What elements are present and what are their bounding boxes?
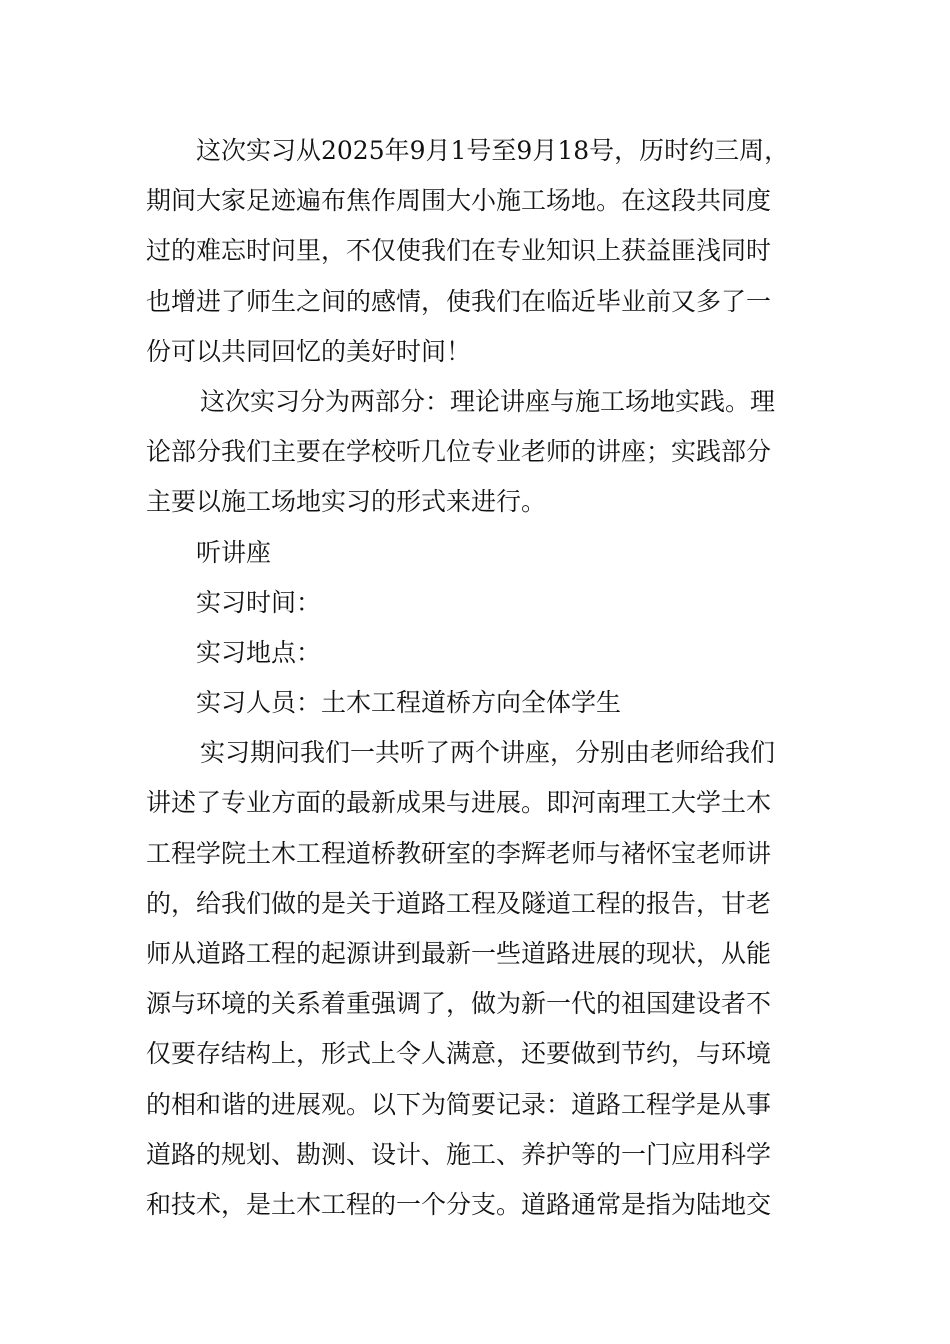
text-line: 师从道路工程的起源讲到最新一些道路进展的现状，从能 bbox=[146, 939, 772, 968]
text-line: 的相和谐的进展观。以下为简要记录：道路工程学是从事 bbox=[146, 1089, 772, 1119]
text-line: 论部分我们主要在学校听几位专业老师的讲座；实践部分 bbox=[146, 437, 772, 467]
section-heading-lectures: 听讲座 bbox=[196, 537, 272, 567]
text-line: 的，给我们做的是关于道路工程及隧道工程的报告，甘老 bbox=[146, 888, 772, 918]
text-line: 这次实习分为两部分：理论讲座与施工场地实践。理 bbox=[200, 386, 776, 416]
text-line: 主要以施工场地实习的形式来进行。 bbox=[146, 487, 547, 517]
field-internship-participants: 实习人员：土木工程道桥方向全体学生 bbox=[196, 688, 622, 718]
text-line: 和技术，是土木工程的一个分支。道路通常是指为陆地交 bbox=[146, 1189, 772, 1219]
text-line: 过的难忘时问里，不仅使我们在专业知识上获益匪浅同时 bbox=[146, 236, 772, 266]
field-internship-location: 实习地点： bbox=[196, 637, 322, 667]
text-line: 道路的规划、勘测、设计、施工、养护等的一门应用科学 bbox=[146, 1139, 772, 1169]
text-line: 讲述了专业方面的最新成果与进展。即河南理工大学土木 bbox=[146, 788, 772, 818]
paragraph-internship-overview bbox=[146, 126, 810, 377]
text-line: 期间大家足迹遍布焦作周围大小施工场地。在这段共同度 bbox=[146, 186, 772, 216]
text-line: 源与环境的关系着重强调了，做为新一代的祖国建设者不 bbox=[146, 989, 772, 1019]
field-internship-time: 实习时间： bbox=[196, 587, 322, 617]
text-line: 份可以共同回忆的美好时间！ bbox=[146, 336, 472, 366]
text-line: 也增进了师生之间的感情，使我们在临近毕业前又多了一 bbox=[146, 286, 772, 316]
text-line: 这次实习从2025年9月1号至9月18号，历时约三周， bbox=[196, 136, 790, 165]
paragraph-internship-parts bbox=[146, 377, 810, 528]
document-body bbox=[146, 126, 810, 1230]
text-line: 实习期问我们一共听了两个讲座，分别由老师给我们 bbox=[200, 738, 776, 768]
text-line: 仅要存结构上，形式上令人满意，还要做到节约，与环境 bbox=[146, 1039, 772, 1069]
text-line: 工程学院土木工程道桥教研室的李辉老师与褚怀宝老师讲 bbox=[146, 838, 772, 868]
paragraph-lecture-summary bbox=[146, 728, 810, 1230]
